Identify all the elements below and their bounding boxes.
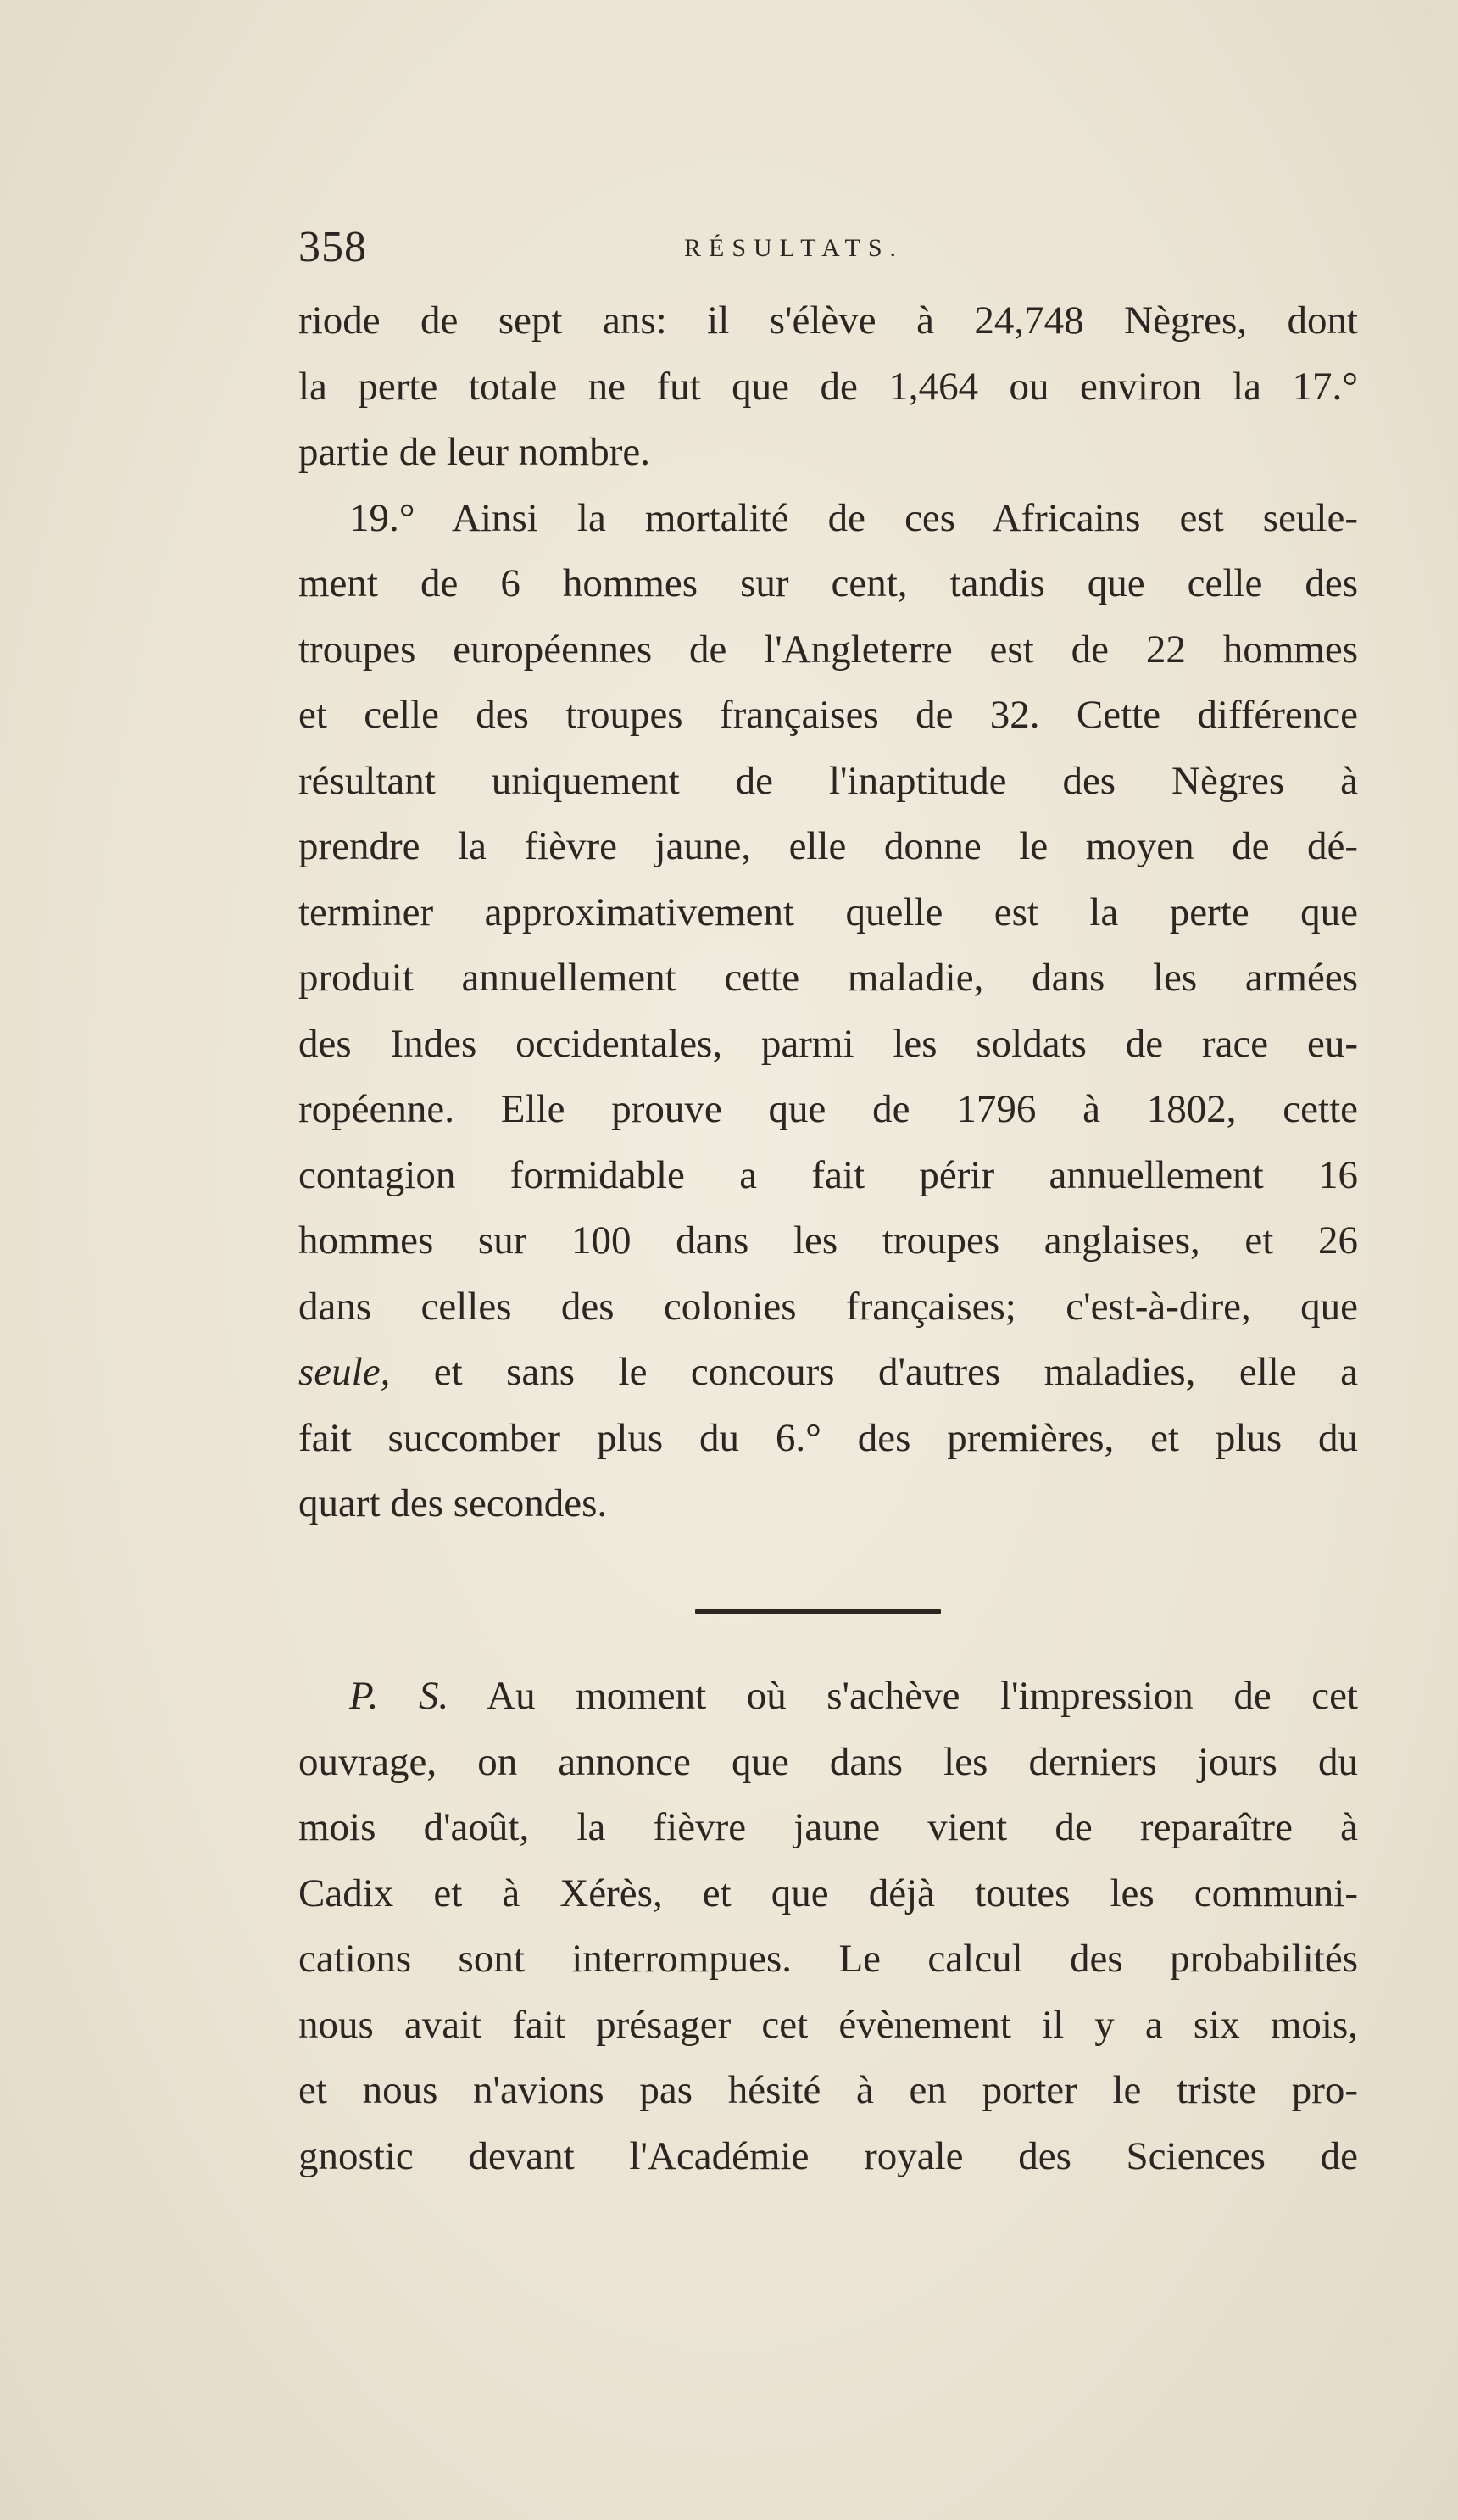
text-line: et celle des troupes françaises de 32. Cette différence [298, 693, 1358, 737]
text-line: troupes européennes de l'Angleterre est de 22 hommes [298, 627, 1358, 672]
text-line: Cadix et à Xérès, et que déjà toutes les communi- [298, 1870, 1358, 1915]
text-line: ropéenne. Elle prouve que de 1796 à 1802, cette [298, 1087, 1358, 1131]
text-line: quart des secondes. [298, 1481, 608, 1525]
text-line-rest: et sans le concours d'autres maladies, elle a [433, 1350, 1359, 1394]
text-line: fait succomber plus du 6.° des premières, et plus du [298, 1415, 1358, 1460]
postscript-label: P. S. [349, 1674, 449, 1718]
section-divider-rule [695, 1609, 941, 1614]
text-line: dans celles des colonies françaises; c'est-à-dire, que [298, 1284, 1358, 1329]
text-line: prendre la fièvre jaune, elle donne le moyen de dé- [298, 824, 1358, 868]
text-line-rest: Au moment où s'achève l'impression de cet [487, 1674, 1358, 1718]
text-line: riode de sept ans: il s'élève à 24,748 Nègres, dont [298, 298, 1358, 343]
text-line: partie de leur nombre. [298, 430, 650, 474]
text-line: et nous n'avions pas hésité à en porter le triste pro- [298, 2068, 1358, 2112]
page-header [298, 222, 1375, 273]
page-number: 358 [298, 223, 367, 271]
text-line: des Indes occidentales, parmi les soldats de race eu- [298, 1021, 1358, 1066]
text-line: résultant uniquement de l'inaptitude des Nègres à [298, 758, 1358, 803]
text-line: cations sont interrompues. Le calcul des probabilités [298, 1937, 1358, 1981]
paragraph-section-19 [298, 288, 1358, 1537]
text-line-mixed [298, 1340, 1358, 1406]
text-line: 19.° Ainsi la mortalité de ces Africains est seule- [349, 495, 1358, 540]
text-line: hommes sur 100 dans les troupes anglaises, et 26 [298, 1218, 1358, 1263]
text-line: produit annuellement cette maladie, dans les armées [298, 956, 1358, 1000]
text-line: nous avait fait présager cet évènement il y a six mois, [298, 2002, 1358, 2047]
text-line: terminer approximativement quelle est la perte que [298, 889, 1358, 934]
text-line: mois d'août, la fièvre jaune vient de reparaître à [298, 1805, 1358, 1849]
text-line: ment de 6 hommes sur cent, tandis que celle des [298, 561, 1358, 605]
text-line: ouvrage, on annonce que dans les derniers jours du [298, 1739, 1358, 1784]
text-line: contagion formidable a fait périr annuellement 16 [298, 1152, 1358, 1197]
running-title: RÉSULTATS. [684, 234, 904, 262]
text-line-mixed [298, 1664, 1358, 1730]
italic-word: seule, [298, 1350, 391, 1394]
text-line: la perte totale ne fut que de 1,464 ou environ la 17.° [298, 364, 1358, 409]
paragraph-postscript [298, 1664, 1358, 2189]
text-line: gnostic devant l'Académie royale des Sciences de [298, 2133, 1358, 2178]
